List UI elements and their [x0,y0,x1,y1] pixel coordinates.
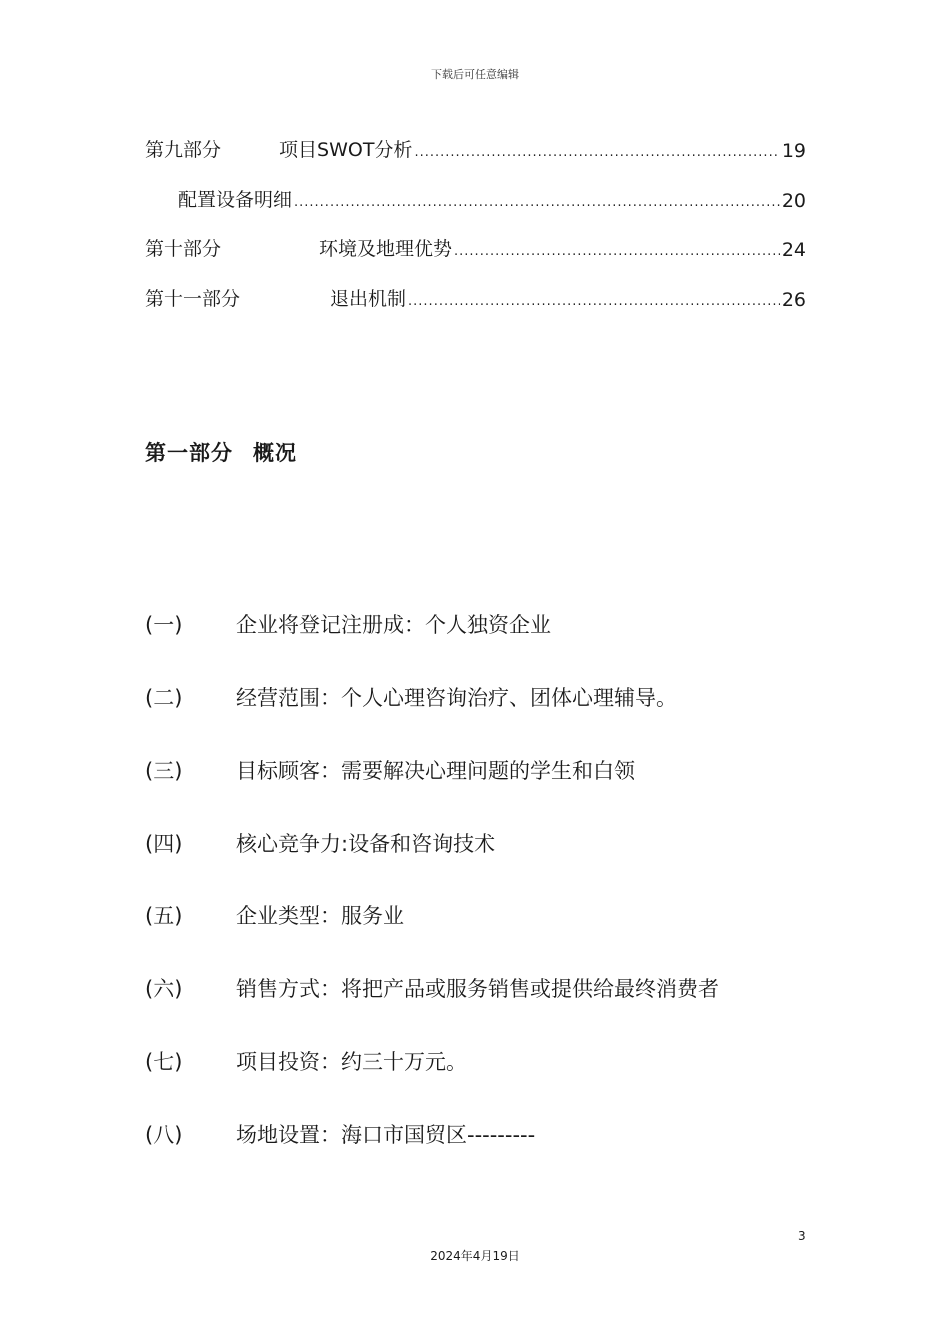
section-title: 概况 [253,441,297,465]
toc-title: 环境及地理优势 [319,238,453,260]
section-part-label: 第一部分 [145,441,233,465]
list-item-text: 场地设置：海口市国贸区--------- [236,1123,536,1147]
toc-entry[interactable] [145,136,806,162]
list-item-text: 企业将登记注册成：个人独资企业 [236,613,551,637]
page-header: 下载后可任意编辑 [431,68,519,81]
toc-page-number: 20 [781,190,806,212]
page-number: 3 [798,1229,806,1243]
list-item-number: (三) [145,759,183,783]
toc-page-number: 24 [781,239,806,261]
list-item-text: 经营范围：个人心理咨询治疗、团体心理辅导。 [236,686,677,710]
toc-entry[interactable] [145,186,806,212]
toc-page-number: 19 [781,140,806,162]
list-item-number: (四) [145,832,183,856]
list-item-text: 目标顾客：需要解决心理问题的学生和白领 [236,759,635,783]
list-item-number: (五) [145,904,183,928]
list-item-text: 核心竞争力:设备和咨询技术 [236,832,496,856]
toc-leader-dots [294,194,780,212]
list-item-text: 企业类型：服务业 [236,904,404,928]
toc-leader-dots [414,144,779,162]
toc-part-label: 第十部分 [145,238,222,260]
page-footer-date: 2024年4月19日 [430,1249,520,1263]
toc-title: 退出机制 [330,288,407,310]
list-item-number: (二) [145,686,183,710]
toc-leader-dots [454,243,780,261]
list-item-number: (六) [145,977,183,1001]
toc-title: 配置设备明细 [178,189,293,211]
toc-part-label: 第九部分 [145,139,222,161]
toc-entry[interactable] [145,235,806,261]
toc-entry[interactable] [145,285,806,311]
section-heading [145,437,297,467]
toc-title: 项目SWOT分析 [279,139,413,161]
list-item-number: (七) [145,1050,183,1074]
toc-leader-dots [408,293,780,311]
list-item-text: 项目投资：约三十万元。 [236,1050,467,1074]
list-item-number: (一) [145,613,183,637]
list-item-number: (八) [145,1123,183,1147]
toc-page-number: 26 [781,289,806,311]
list-item-text: 销售方式：将把产品或服务销售或提供给最终消费者 [236,977,719,1001]
toc-part-label: 第十一部分 [145,288,241,310]
